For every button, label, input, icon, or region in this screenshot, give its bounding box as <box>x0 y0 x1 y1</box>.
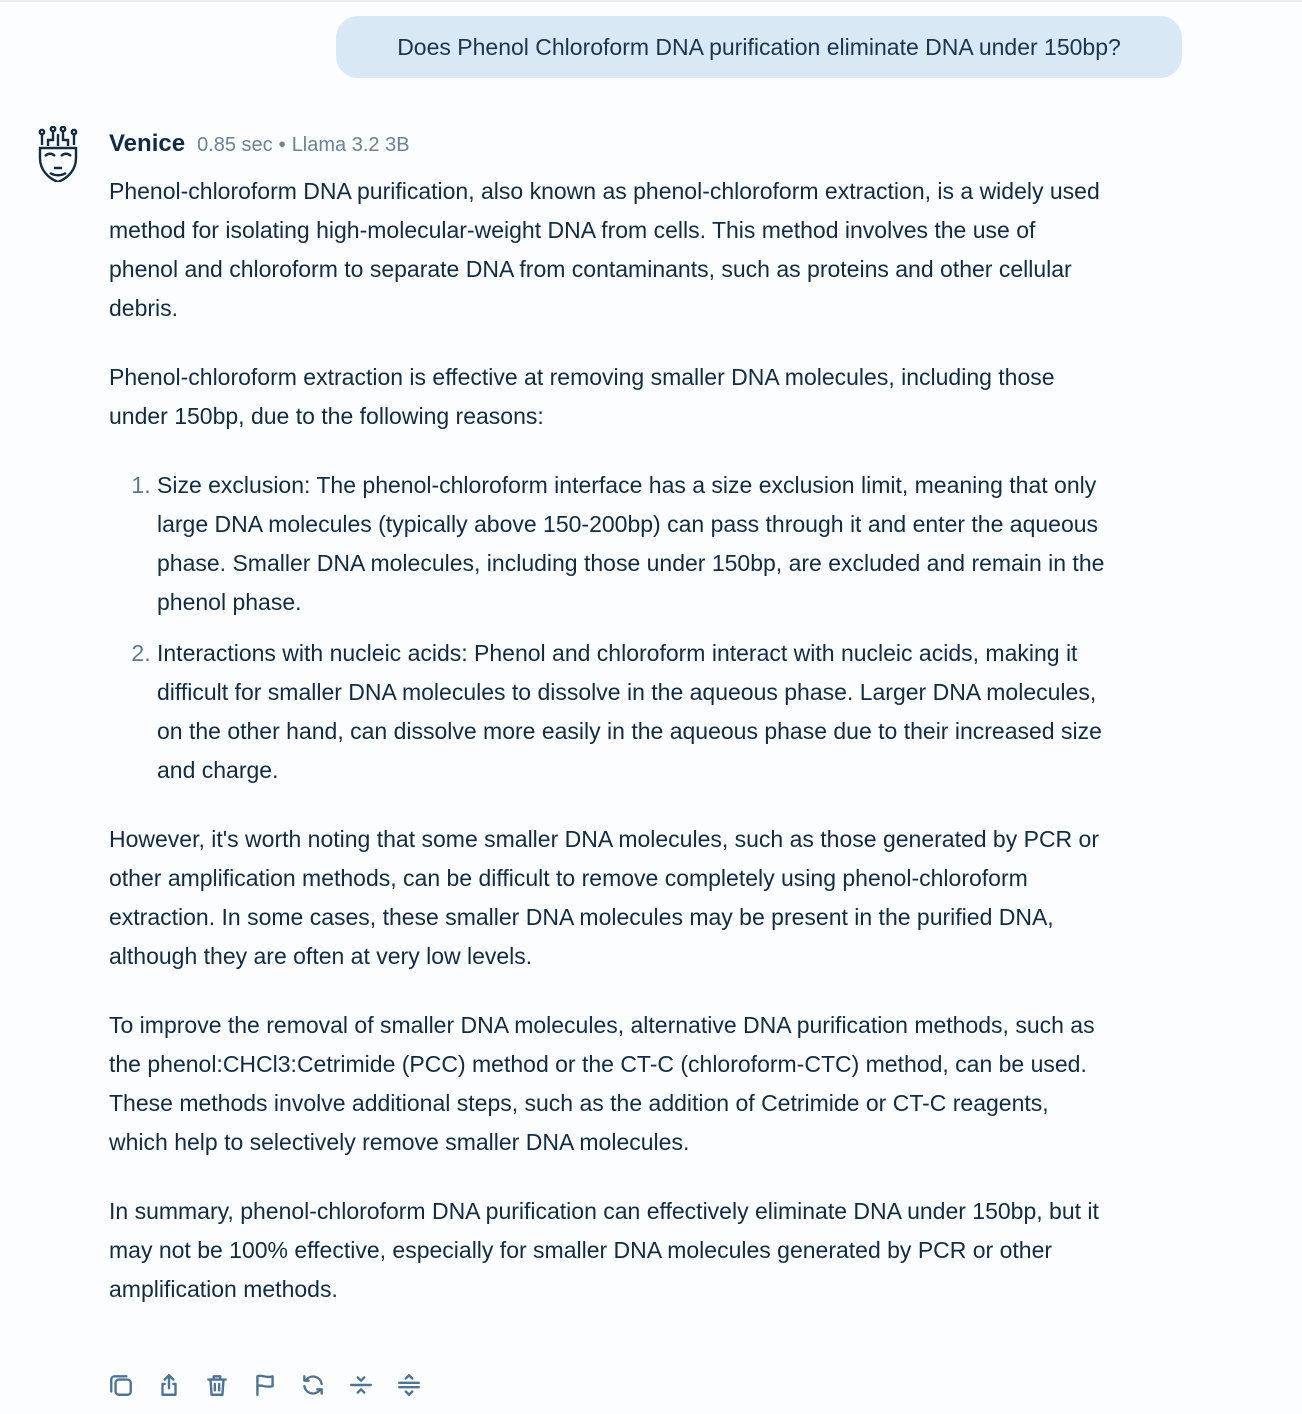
regenerate-icon <box>300 1372 326 1398</box>
collapse-button[interactable] <box>348 1372 374 1398</box>
share-button[interactable] <box>156 1372 182 1398</box>
regenerate-button[interactable] <box>300 1372 326 1398</box>
assistant-name: Venice <box>109 130 186 157</box>
paragraph: However, it's worth noting that some smaller DNA molecules, such as those generated by PCR or other amplification methods, can be difficult to remove completely using phenol-chloroform extraction. In some cases, these smaller DNA molecules may be present in the purified DNA, although they are often at very low levels. <box>109 826 1100 969</box>
response-time: 0.85 sec <box>197 134 273 156</box>
copy-icon <box>108 1372 134 1398</box>
flag-icon <box>252 1372 278 1398</box>
assistant-message <box>109 172 1109 1339</box>
expand-icon <box>396 1372 422 1398</box>
copy-button[interactable] <box>108 1372 134 1398</box>
list-item: 2. Interactions with nucleic acids: Phenol and chloroform interact with nucleic acids, making it difficult for smaller DNA molecules to dissolve in the aqueous phase. Larger DNA molecules, on the other hand, can dissolve more easily in the aqueous phase due to their increased size and charge. <box>157 634 1109 790</box>
paragraph: Phenol-chloroform DNA purification, also known as phenol-chloroform extraction, is a widely used method for isolating high-molecular-weight DNA from cells. This method involves the use of phenol and chloroform to separate DNA from contaminants, such as proteins and other cellular debris. <box>109 178 1100 321</box>
collapse-icon <box>348 1372 374 1398</box>
venice-logo-icon <box>36 126 80 182</box>
paragraph: In summary, phenol-chloroform DNA purification can effectively eliminate DNA under 150bp, but it may not be 100% effective, especially for smaller DNA molecules generated by PCR or other amplification methods. <box>109 1198 1099 1302</box>
delete-button[interactable] <box>204 1372 230 1398</box>
user-message-bubble <box>336 16 1182 78</box>
top-divider <box>0 0 1302 2</box>
list-item: 1. Size exclusion: The phenol-chloroform interface has a size exclusion limit, meaning that only large DNA molecules (typically above 150-200bp) can pass through it and enter the aqueous phase. Smaller DNA molecules, including those under 150bp, are excluded and remain in the phenol phase. <box>157 466 1109 622</box>
paragraph: Phenol-chloroform extraction is effective at removing smaller DNA molecules, including those under 150bp, due to the following reasons: <box>109 364 1055 429</box>
reasons-list <box>109 466 1109 790</box>
user-message-text: Does Phenol Chloroform DNA purification eliminate DNA under 150bp? <box>397 33 1121 60</box>
model-name: Llama 3.2 3B <box>291 134 410 156</box>
response-meta <box>197 134 409 157</box>
message-actions <box>108 1372 422 1398</box>
paragraph: To improve the removal of smaller DNA molecules, alternative DNA purification methods, such as the phenol:CHCl3:Cetrimide (PCC) method or the CT-C (chloroform-CTC) method, can be used. These methods involve additional steps, such as the addition of Cetrimide or CT-C reagents, which help to selectively remove smaller DNA molecules. <box>109 1012 1095 1155</box>
assistant-header <box>109 130 410 158</box>
separator-dot: • <box>278 134 286 156</box>
flag-button[interactable] <box>252 1372 278 1398</box>
share-icon <box>156 1372 182 1398</box>
trash-icon <box>204 1372 230 1398</box>
expand-button[interactable] <box>396 1372 422 1398</box>
